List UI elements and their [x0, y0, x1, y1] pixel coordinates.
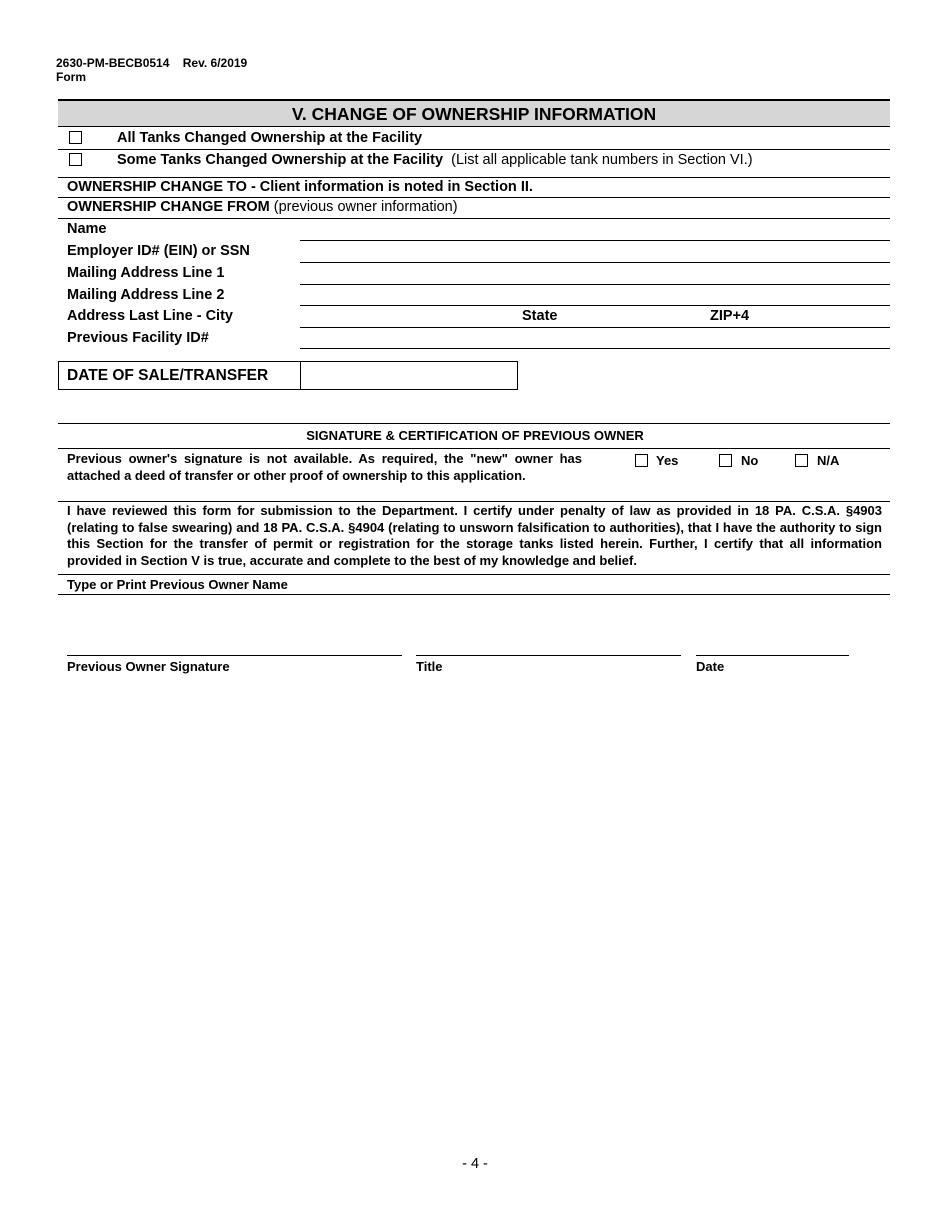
no-checkbox[interactable]	[719, 454, 732, 467]
previous-facility-id-label: Previous Facility ID#	[67, 330, 209, 346]
divider	[58, 218, 890, 219]
date-of-sale-label: DATE OF SALE/TRANSFER	[67, 367, 269, 384]
city-state-zip-field[interactable]	[300, 327, 890, 328]
name-label: Name	[67, 221, 107, 237]
form-revision: Rev. 6/2019	[182, 56, 248, 70]
signature-label: Previous Owner Signature	[67, 659, 230, 674]
divider	[58, 574, 890, 575]
all-tanks-label: All Tanks Changed Ownership at the Facility	[117, 130, 423, 146]
divider	[58, 197, 890, 198]
state-label: State	[522, 308, 558, 324]
address-line-1-field[interactable]	[300, 284, 890, 285]
ownership-change-from: OWNERSHIP CHANGE FROM	[67, 199, 270, 215]
ownership-change-from-row	[67, 199, 458, 215]
title-label: Title	[416, 659, 443, 674]
certification-text: I have reviewed this form for submission to the Department. I certify under penalty of law as provided in 18 PA. C.S.A. §4903 (relating to false swearing) and 18 PA. C.S.A. §4904 (relating to unsworn falsification to authorities), that I have the authority to sign this Section for the transfer of permit or registration for the storage tanks listed herein. Further, I certify that all information provided in Section V is true, accurate and complete to the best of my knowledge and belief.	[67, 503, 882, 568]
name-field[interactable]	[300, 240, 890, 241]
previous-facility-id-field[interactable]	[300, 348, 890, 349]
date-label: Date	[696, 659, 725, 674]
address-line-2-field[interactable]	[300, 305, 890, 306]
ein-field[interactable]	[300, 262, 890, 263]
form-number: 2630-PM-BECB0514	[56, 56, 170, 70]
print-name-label: Type or Print Previous Owner Name	[67, 577, 288, 592]
ownership-change-to: OWNERSHIP CHANGE TO - Client information is noted in Section II.	[67, 179, 533, 195]
divider	[58, 149, 890, 150]
address-line-2-label: Mailing Address Line 2	[67, 287, 225, 303]
na-label: N/A	[817, 453, 840, 468]
section-title: V. CHANGE OF OWNERSHIP INFORMATION	[58, 99, 890, 127]
na-checkbox[interactable]	[795, 454, 808, 467]
form-number-line	[56, 56, 247, 70]
ownership-change-from-note: (previous owner information)	[273, 199, 458, 215]
date-line[interactable]	[696, 655, 849, 656]
some-tanks-note: (List all applicable tank numbers in Section VI.)	[451, 152, 753, 168]
some-tanks-row	[117, 152, 753, 168]
some-tanks-label: Some Tanks Changed Ownership at the Facility	[117, 152, 444, 168]
ein-label: Employer ID# (EIN) or SSN	[67, 243, 250, 259]
yes-label: Yes	[656, 453, 679, 468]
form-label: Form	[56, 70, 86, 84]
divider	[58, 423, 890, 424]
some-tanks-checkbox[interactable]	[69, 153, 82, 166]
divider	[58, 448, 890, 449]
divider	[58, 177, 890, 178]
yes-checkbox[interactable]	[635, 454, 648, 467]
signature-section-title: SIGNATURE & CERTIFICATION OF PREVIOUS OWNER	[306, 428, 644, 443]
signature-not-available-text: Previous owner's signature is not available. As required, the "new" owner has attached a deed of transfer or other proof of ownership to this application.	[67, 451, 582, 483]
signature-line[interactable]	[67, 655, 402, 656]
city-label: Address Last Line - City	[67, 308, 233, 324]
print-name-field[interactable]	[58, 594, 890, 595]
zip-label: ZIP+4	[710, 308, 750, 324]
title-line[interactable]	[416, 655, 681, 656]
all-tanks-checkbox[interactable]	[69, 131, 82, 144]
page-number: - 4 -	[462, 1156, 488, 1172]
no-label: No	[741, 453, 759, 468]
divider	[58, 501, 890, 502]
date-of-sale-input[interactable]	[300, 361, 518, 390]
address-line-1-label: Mailing Address Line 1	[67, 265, 225, 281]
